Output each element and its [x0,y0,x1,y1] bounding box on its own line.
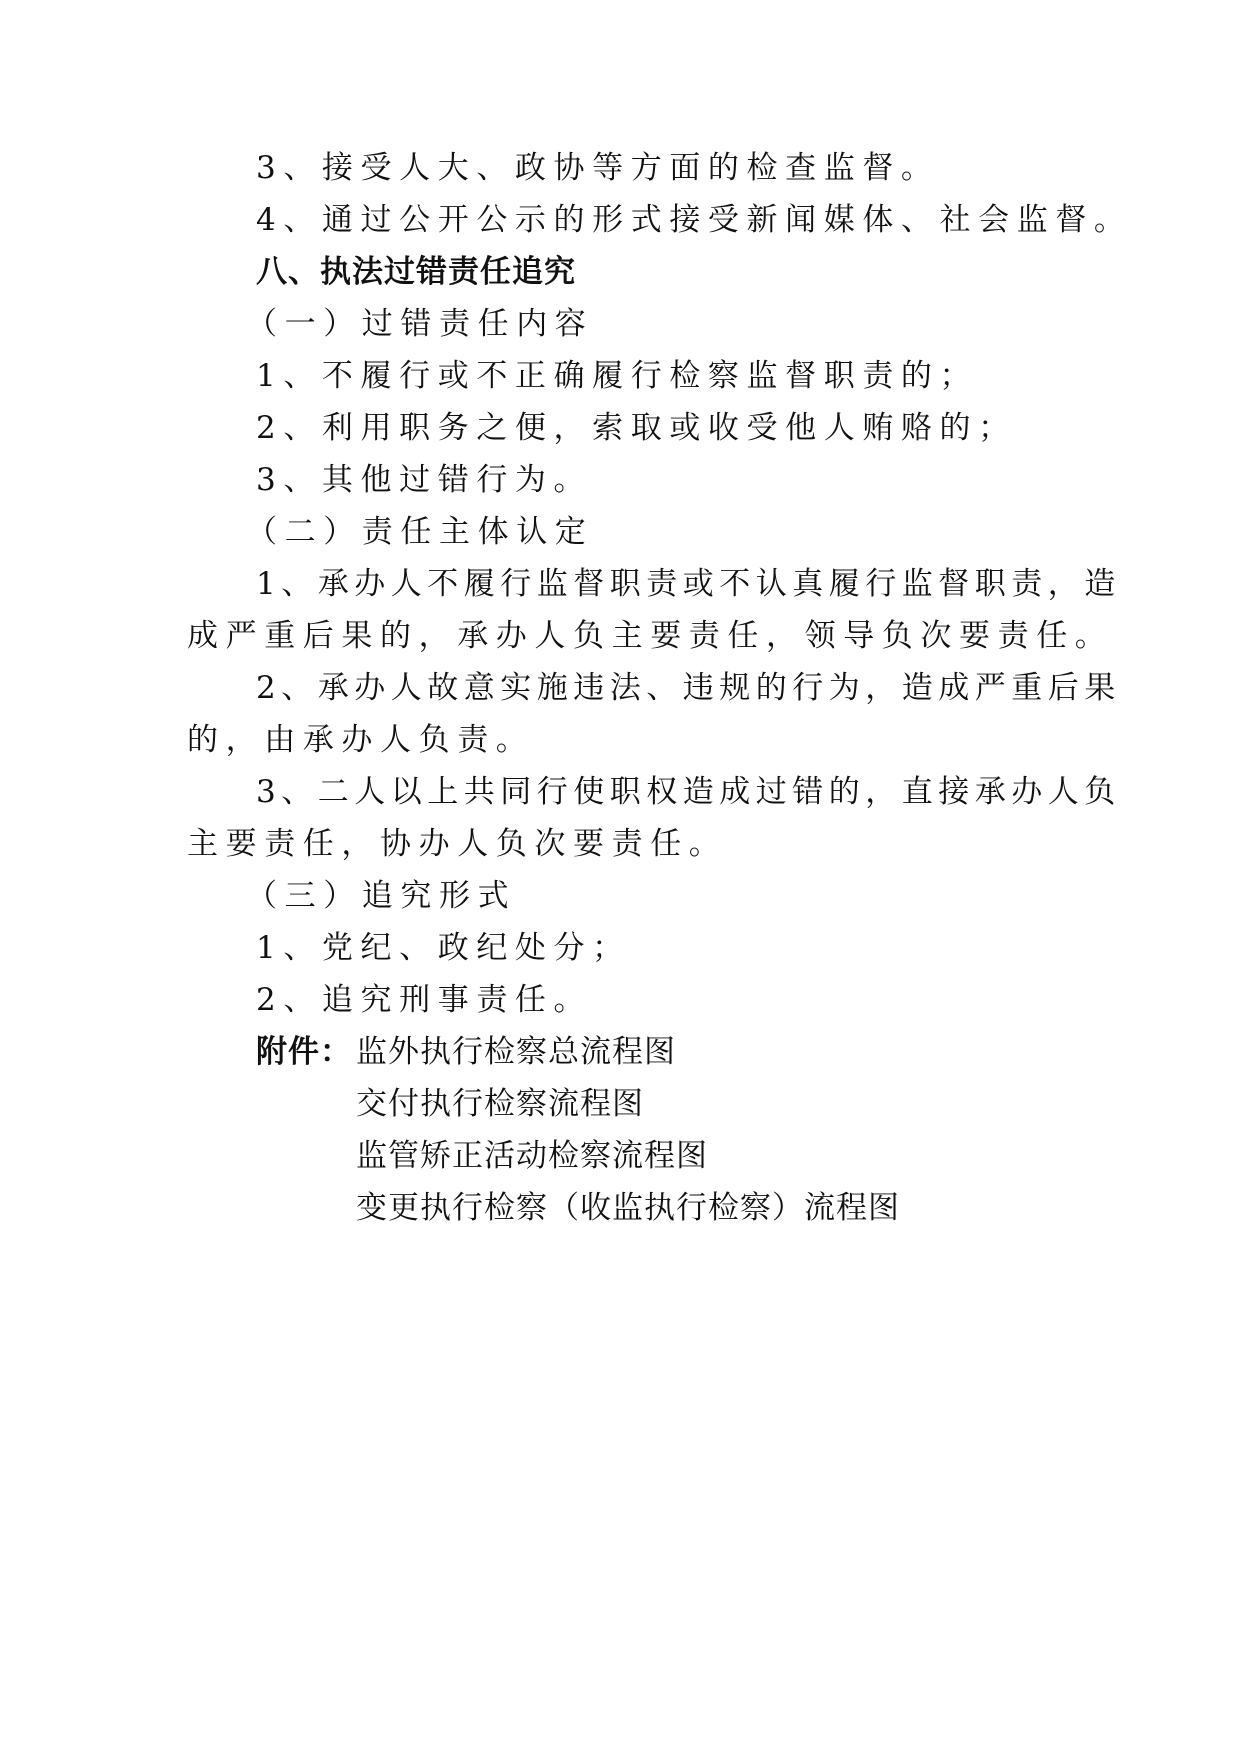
attachment-item: 监管矫正活动检察流程图 [356,1138,708,1174]
liability-item-1-line-1: 1、承办人不履行监督职责或不认真履行监督职责，造 [256,566,1121,602]
liability-item-3-line-2: 主要责任，协办人负次要责任。 [187,826,728,862]
liability-item-3-line-1: 3、二人以上共同行使职权造成过错的，直接承办人负 [256,774,1121,810]
section-heading: 八、执法过错责任追究 [256,254,576,290]
attachment-item: 监外执行检察总流程图 [356,1034,676,1070]
fault-item-2: 2、利用职务之便，索取或收受他人贿赂的； [256,410,1017,446]
supervision-item-4: 4、通过公开公示的形式接受新闻媒体、社会监督。 [256,202,1133,238]
attachment-item: 变更执行检察（收监执行检察）流程图 [356,1190,900,1226]
liability-item-2-line-1: 2、承办人故意实施违法、违规的行为，造成严重后果 [256,670,1121,706]
liability-item-1-line-2: 成严重后果的，承办人负主要责任，领导负次要责任。 [187,618,1114,654]
fault-item-3: 3、其他过错行为。 [256,462,593,498]
fault-item-1: 1、不履行或不正确履行检察监督职责的； [256,358,979,394]
liability-item-2-line-2: 的，由承办人负责。 [187,722,535,758]
subsection-title-1: （一）过错责任内容 [246,306,594,342]
accountability-item-1: 1、党纪、政纪处分； [256,930,631,966]
subsection-title-2: （二）责任主体认定 [246,514,594,550]
accountability-item-2: 2、追究刑事责任。 [256,982,593,1018]
attachment-item: 交付执行检察流程图 [356,1086,644,1122]
subsection-title-3: （三）追究形式 [246,878,517,914]
supervision-item-3: 3、接受人大、政协等方面的检查监督。 [256,150,940,186]
attachments-label: 附件： [256,1034,352,1070]
